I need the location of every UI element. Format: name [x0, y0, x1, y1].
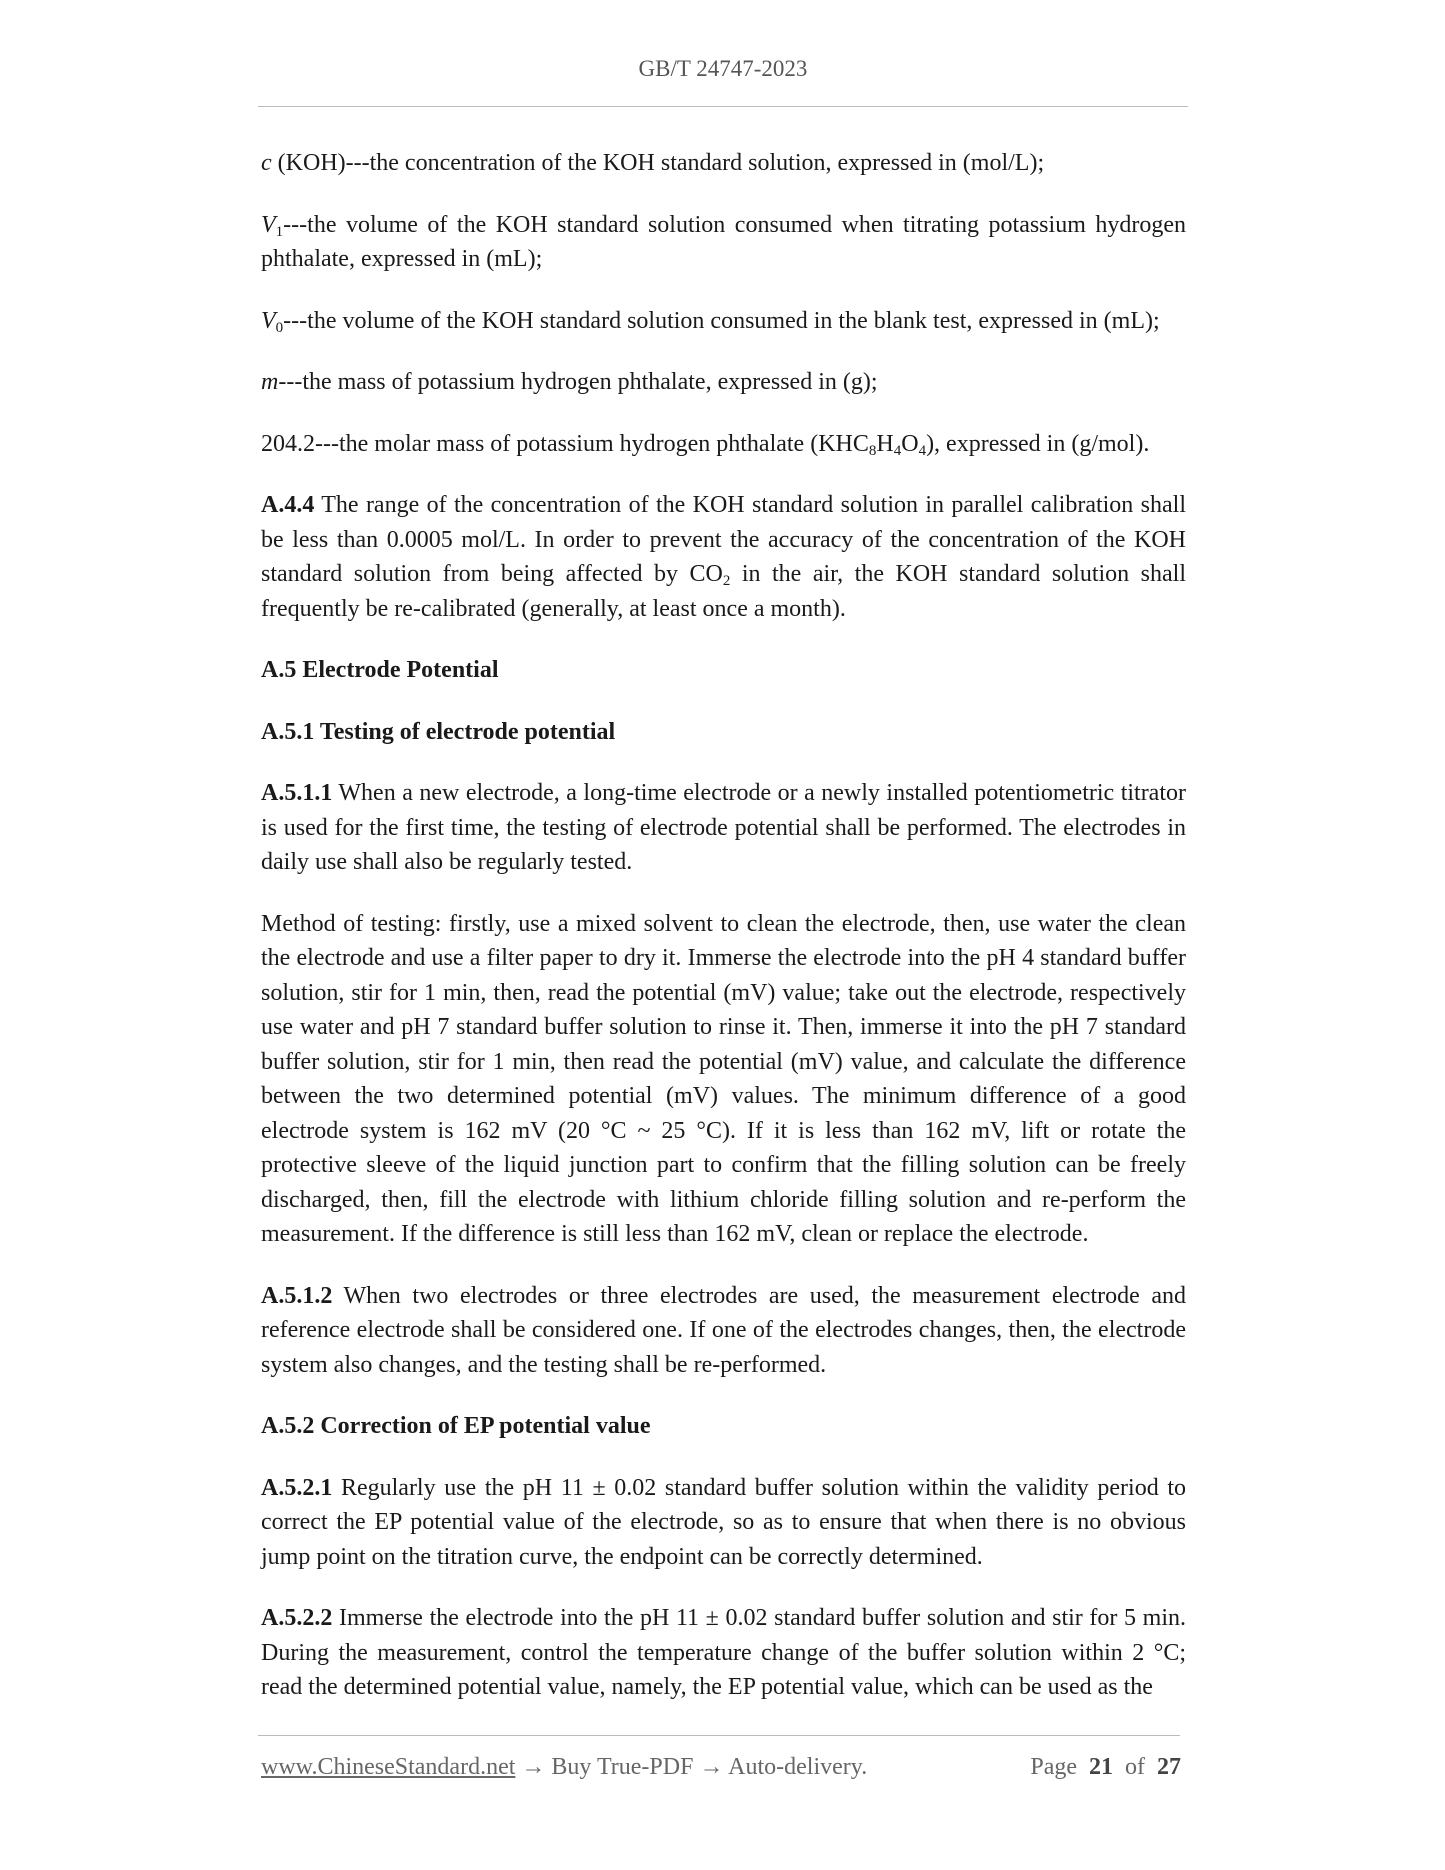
auto-delivery-text: Auto-delivery. — [728, 1754, 868, 1780]
arrow-icon: → — [521, 1754, 546, 1780]
page-number: Page 21 of 27 — [1030, 1754, 1181, 1780]
document-body — [261, 146, 1186, 1732]
clause-a44: A.4.4 The range of the concentration of the KOH standard solution in parallel calibration shall be less than 0.0005 mol/L. In order to prevent the accuracy of the concentration of the KOH standard solution from being affected by $CO_2$ in the air, the KOH standard solution shall frequently be re-calibrated (generally, at least once a month). — [261, 492, 1186, 622]
clause-label: A.5.1.2 — [261, 1282, 333, 1309]
definition-v1: $V_1--$-the volume of the KOH standard solution consumed when titrating potassium hydrogen phthalate, expressed in (mL); — [261, 211, 1186, 272]
clause-label: A.5.2.1 — [261, 1474, 333, 1501]
clause-a512: A.5.1.2 When two electrodes or three electrodes are used, the measurement electrode and reference electrode shall be considered one. If one of the electrodes changes, then, the electrode system also changes, and the testing shall be re-performed. — [261, 1282, 1186, 1378]
clause-a522: A.5.2.2 Immerse the electrode into the pH 11 ± 0.02 standard buffer solution and stir for 5 min. During the measurement, control the temperature change of the buffer solution within 2 °C; read the determined potential value, namely, the EP potential value, which can be used as the — [261, 1605, 1186, 1700]
page-header: GB/T 24747-2023 — [638, 56, 808, 81]
symbol: c — [261, 150, 272, 176]
symbol: V — [261, 211, 276, 238]
clause-a511: A.5.1.1 When a new electrode, a long-time electrode or a newly installed potentiometric titrator is used for the first time, the testing of electrode potential shall be performed. The electrodes in daily use shall also be regularly tested. — [261, 780, 1186, 875]
method-of-testing: Method of testing: firstly, use a mixed solvent to clean the electrode, then, use water the clean the electrode and use a filter paper to dry it. Immerse the electrode into the pH 4 standard buffer solution, stir for 1 min, then, read the potential (mV) value; take out the electrode, respectively use water and pH 7 standard buffer solution to rinse it. Then, immerse it into the pH 7 standard buffer solution, stir for 1 min, then read the potential (mV) value, and calculate the difference between the two determined potential (mV) values. The minimum difference of a good electrode system is 162 mV (20 °C ~ 25 °C). If it is less than 162 mV, lift or rotate the protective sleeve of the liquid junction part to confirm that the filling solution can be freely discharged, then, fill the electrode with lithium chloride filling solution and re-perform the measurement. If the difference is still less than 162 mV, clean or replace the electrode. — [261, 910, 1186, 1247]
section-heading-a51: A.5.1 Testing of electrode potential — [261, 718, 616, 745]
page-footer — [261, 1754, 1181, 1781]
section-heading-a52: A.5.2 Correction of EP potential value — [261, 1413, 651, 1439]
definition-c-koh: c (KOH)---the concentration of the KOH standard solution, expressed in (mol/L); — [261, 150, 1045, 176]
footer-divider — [258, 1735, 1180, 1736]
clause-label: A.4.4 — [261, 492, 315, 518]
header-divider — [258, 106, 1188, 107]
symbol: V — [261, 307, 276, 334]
definition-v0: $V_0--$-the volume of the KOH standard solution consumed in the blank test, expressed in (mL); — [261, 307, 1160, 336]
section-heading-a5: A.5 Electrode Potential — [261, 657, 499, 683]
clause-label: A.5.2.2 — [261, 1605, 333, 1631]
definition-m: m---the mass of potassium hydrogen phthalate, expressed in (g); — [261, 369, 878, 395]
symbol: m — [261, 369, 279, 395]
total-pages: 27 — [1157, 1754, 1181, 1780]
current-page: 21 — [1089, 1754, 1113, 1780]
definition-molar-mass: 204.2---the molar mass of potassium hydrogen phthalate $(KHC_8H_4O_4)$, expressed in (g/mol). — [261, 430, 1150, 459]
arrow-icon: → — [699, 1754, 724, 1780]
buy-pdf-text: Buy True-PDF — [551, 1754, 694, 1780]
website-link[interactable]: www.ChineseStandard.net — [261, 1754, 516, 1780]
clause-label: A.5.1.1 — [261, 780, 333, 806]
clause-a521: A.5.2.1 Regularly use the pH 11 ± 0.02 standard buffer solution within the validity period to correct the EP potential value of the electrode, so as to ensure that when there is no obvious jump point on the titration curve, the endpoint can be correctly determined. — [261, 1474, 1186, 1570]
